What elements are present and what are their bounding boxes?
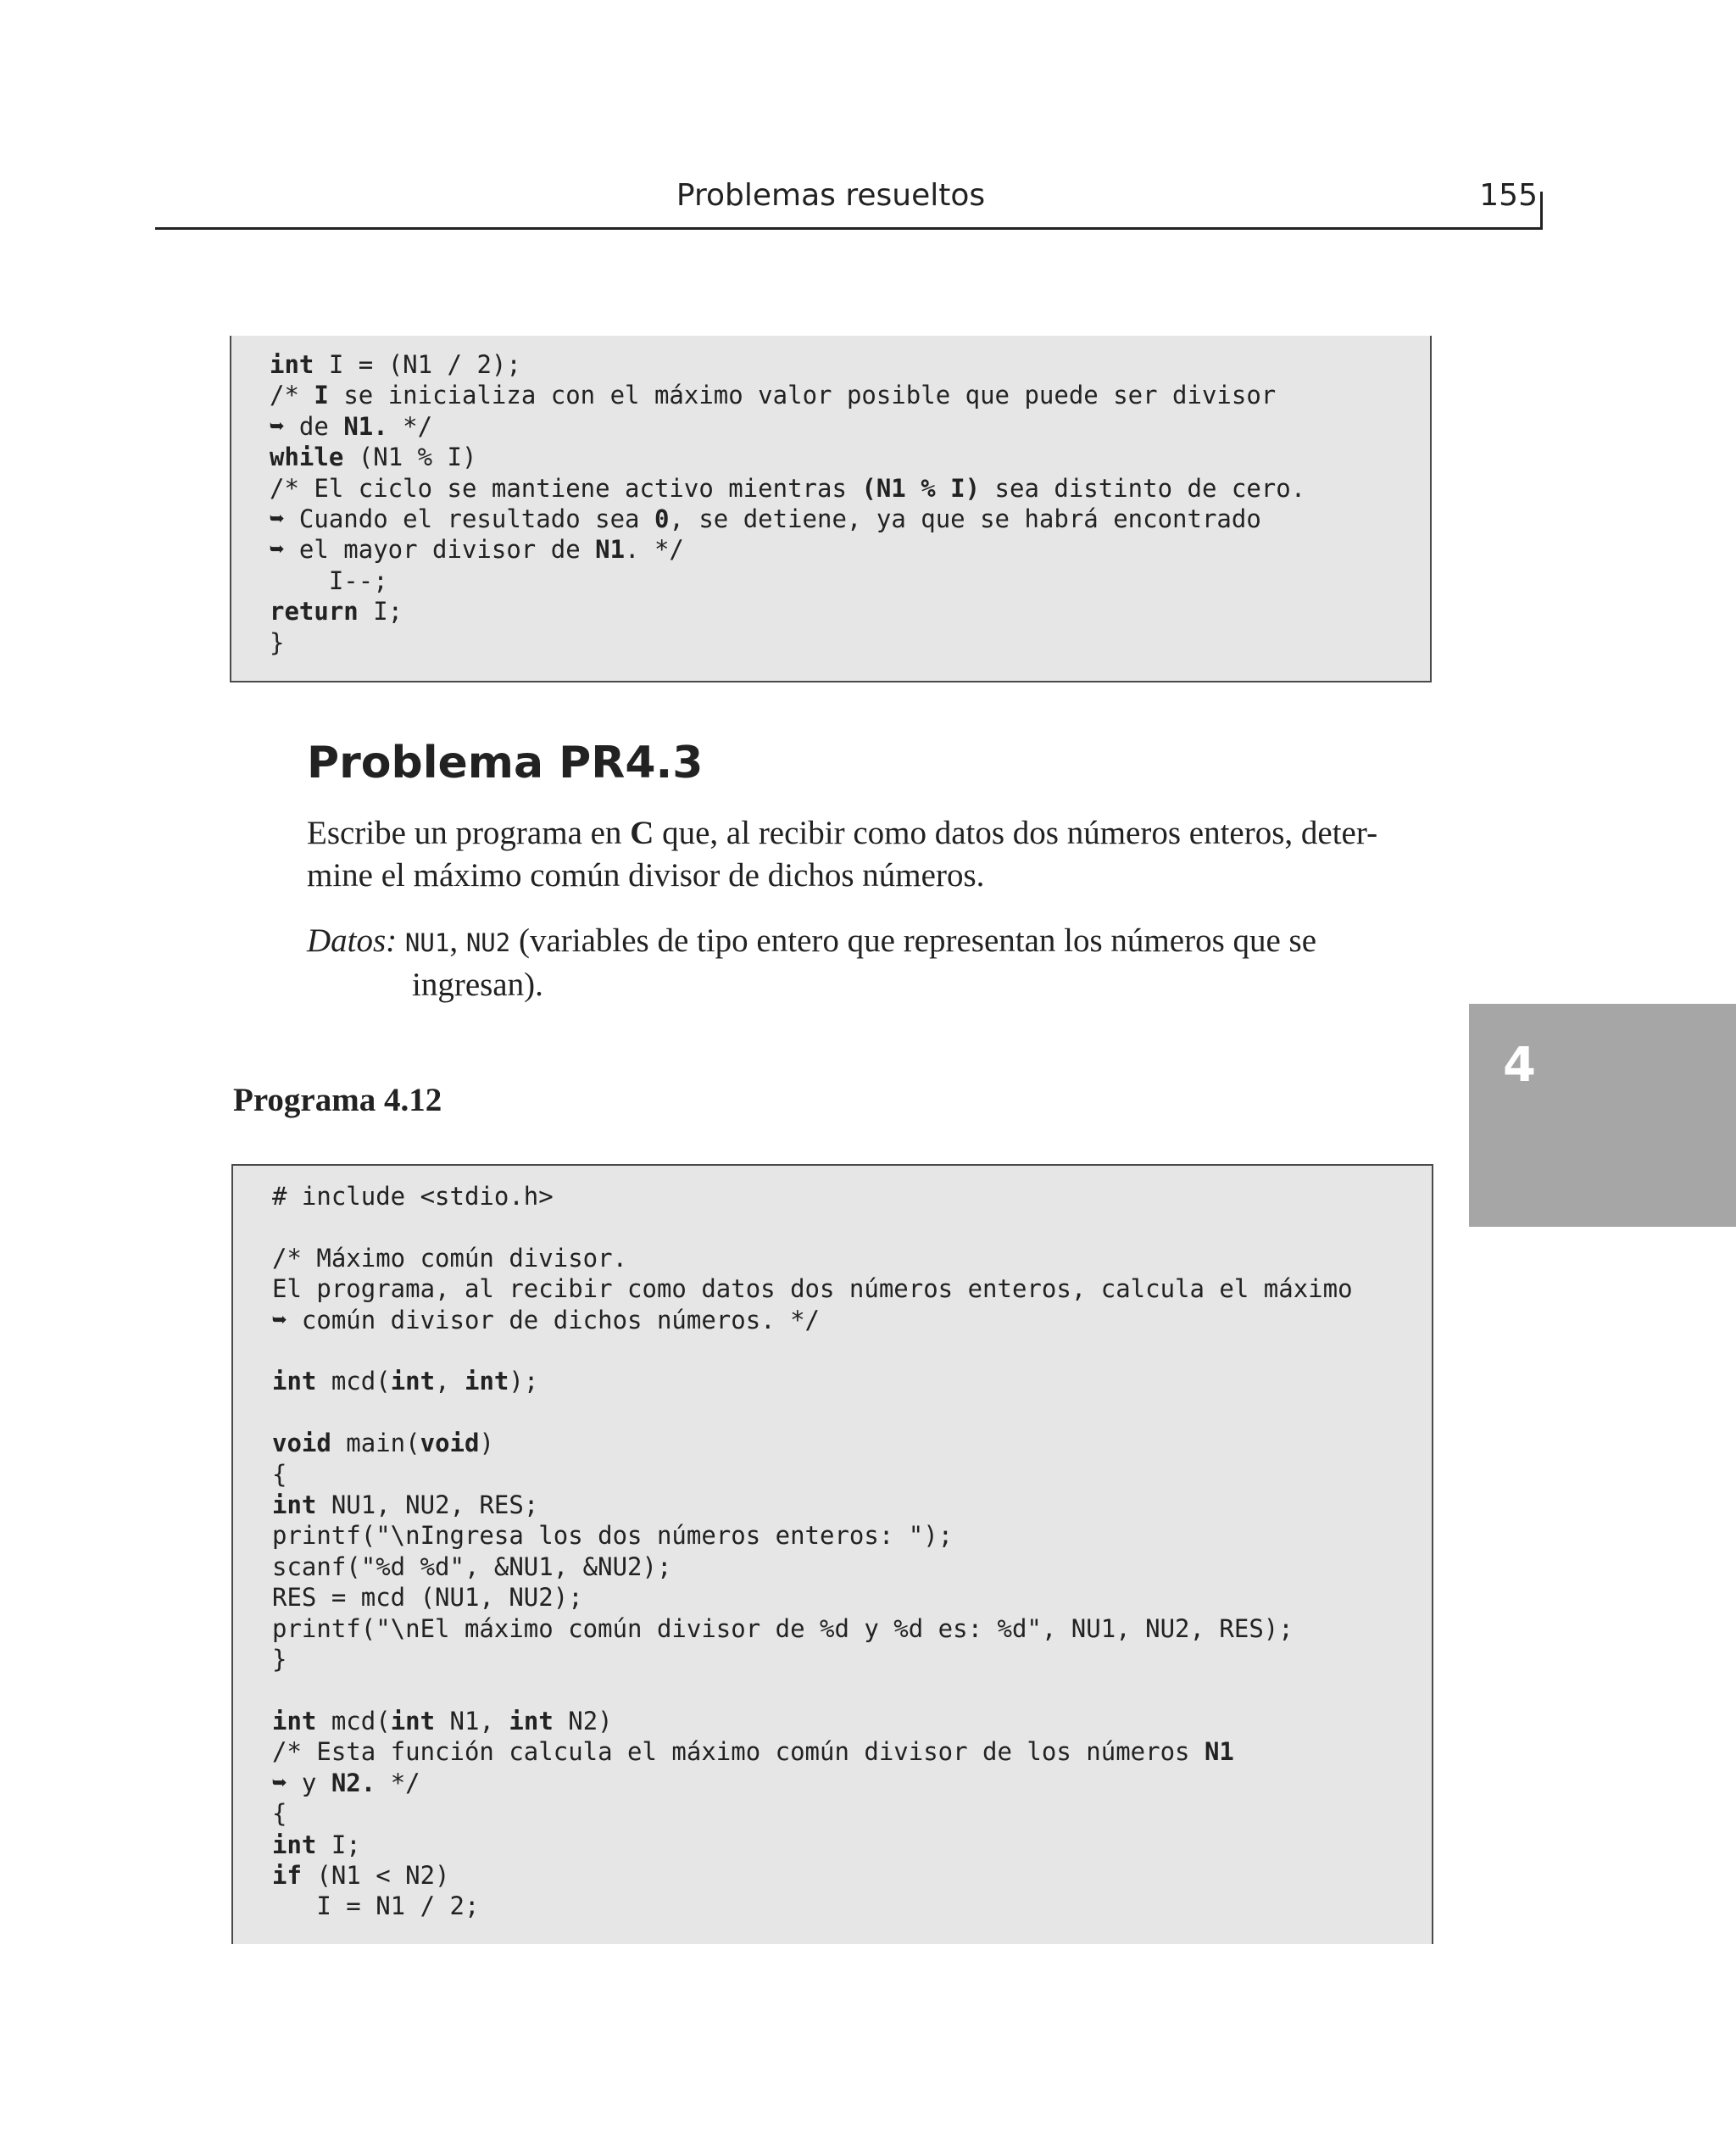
code-keyword: N2. [331, 1768, 376, 1797]
code-keyword: I [314, 381, 329, 410]
code-line [272, 1798, 1432, 1829]
code-keyword: return [270, 597, 359, 627]
code-line [270, 565, 1430, 596]
code-keyword: N1. [343, 411, 388, 441]
code-line [272, 1830, 1432, 1860]
code-text: } [272, 1645, 287, 1674]
code-text: RES = mcd (NU1, NU2); [272, 1583, 583, 1613]
code-line [272, 1335, 1432, 1366]
code-line [272, 1552, 1432, 1582]
code-line [272, 1891, 1432, 1921]
code-text: N1, [435, 1706, 509, 1735]
code-line [272, 1675, 1432, 1706]
code-keyword: N1 [595, 535, 626, 565]
problem-heading: Problema PR4.3 [307, 738, 704, 788]
data-description-continued: ingresan). [412, 967, 543, 1003]
problem-statement [307, 812, 1434, 897]
code-text: El programa, al recibir como datos dos números enteros, calcula el máximo [272, 1274, 1353, 1304]
code-text: ) [479, 1429, 494, 1458]
code-line [272, 1644, 1432, 1674]
code-text: , se detiene, ya que se habrá encontrado [669, 504, 1261, 534]
code-keyword: int [509, 1706, 554, 1735]
code-listing-continued [230, 336, 1432, 682]
problem-text-before: Escribe un programa en [307, 815, 631, 851]
code-block-2 [233, 1166, 1432, 1922]
data-var-nu1: NU1 [404, 928, 450, 957]
code-keyword: N1 [1204, 1737, 1234, 1767]
code-text: . */ [625, 535, 684, 565]
code-line [272, 1520, 1432, 1551]
code-line [272, 1212, 1432, 1242]
program-label: Programa 4.12 [233, 1082, 442, 1118]
code-line [272, 1706, 1432, 1736]
data-separator: , [449, 922, 466, 959]
code-text: mcd( [316, 1706, 391, 1735]
code-line [272, 1613, 1432, 1644]
code-text: se inicializa con el máximo valor posible que puede ser divisor [328, 381, 1277, 410]
code-text: , [435, 1367, 465, 1396]
code-line [272, 1397, 1432, 1428]
code-text: { [272, 1459, 287, 1489]
code-line [272, 1273, 1432, 1304]
code-keyword: int [465, 1367, 509, 1396]
data-label: Datos: [307, 922, 398, 959]
code-text: */ [376, 1768, 420, 1797]
code-line [270, 380, 1430, 410]
chapter-number: 4 [1503, 1038, 1536, 1093]
code-line [270, 627, 1430, 658]
code-keyword: int [272, 1367, 317, 1396]
code-text: # include <stdio.h> [272, 1182, 554, 1211]
code-keyword: while [270, 443, 344, 472]
code-text: (N1 % I) [343, 443, 477, 472]
code-line [272, 1181, 1432, 1212]
running-header-title: Problemas resueltos [676, 178, 986, 213]
code-keyword: if [272, 1860, 302, 1890]
code-line [272, 1582, 1432, 1613]
code-keyword: int [390, 1706, 436, 1735]
code-text: /* Máximo común divisor. [272, 1243, 628, 1273]
data-var-nu2: NU2 [465, 928, 511, 957]
code-text: ➥ de [270, 411, 344, 441]
code-text: ➥ Cuando el resultado sea [270, 504, 654, 534]
problem-data [307, 920, 1434, 1006]
code-listing-program-4-12 [231, 1164, 1433, 1944]
code-text: I; [358, 597, 403, 627]
code-line [272, 1768, 1432, 1798]
code-line [270, 534, 1430, 565]
code-keyword: void [420, 1429, 480, 1458]
code-text: printf("\nIngresa los dos números enteros: "); [272, 1521, 954, 1551]
header-tick [1540, 192, 1543, 230]
code-keyword: (N1 % I) [861, 473, 981, 503]
code-text: sea distinto de cero. [980, 473, 1306, 503]
code-line [272, 1490, 1432, 1520]
data-description: (variables de tipo entero que representan los números que se [510, 922, 1317, 959]
code-line [272, 1305, 1432, 1335]
code-line [272, 1860, 1432, 1891]
problem-text-language: C [630, 815, 654, 851]
code-text: /* El ciclo se mantiene activo mientras [270, 473, 862, 503]
code-keyword: int [270, 350, 314, 379]
code-text: I = (N1 / 2); [314, 350, 521, 379]
code-text: ➥ común divisor de dichos números. */ [272, 1305, 821, 1334]
code-keyword: int [272, 1490, 317, 1520]
code-line [270, 504, 1430, 534]
code-text: scanf("%d %d", &NU1, &NU2); [272, 1552, 672, 1581]
code-text: (N1 < N2) [301, 1860, 450, 1890]
code-text: ➥ el mayor divisor de [270, 535, 596, 565]
code-line [270, 473, 1430, 504]
header-rule [155, 227, 1543, 230]
code-text: ➥ y [272, 1768, 331, 1797]
page-number: 155 [1479, 178, 1538, 213]
code-line [272, 1736, 1432, 1767]
code-keyword: 0 [654, 504, 670, 534]
code-text: I--; [270, 565, 388, 595]
code-text: { [272, 1799, 287, 1829]
code-text: /* Esta función calcula el máximo común divisor de los números [272, 1737, 1205, 1767]
code-line [272, 1366, 1432, 1396]
chapter-tab [1469, 1004, 1736, 1227]
code-text: NU1, NU2, RES; [316, 1490, 539, 1520]
code-text: main( [331, 1429, 420, 1458]
code-line [272, 1243, 1432, 1273]
problem-text-after: que, al recibir como datos dos números enteros, deter-mine el máximo común divisor de dichos números. [307, 815, 1378, 894]
code-text: I = N1 / 2; [272, 1891, 480, 1921]
code-text: } [270, 627, 285, 657]
code-text: mcd( [316, 1367, 391, 1396]
code-text: N2) [553, 1706, 613, 1735]
code-keyword: int [390, 1367, 436, 1396]
code-keyword: int [272, 1830, 317, 1859]
code-line [272, 1459, 1432, 1490]
code-text: printf("\nEl máximo común divisor de %d y %d es: %d", NU1, NU2, RES); [272, 1613, 1294, 1643]
code-text: */ [387, 411, 433, 441]
code-text: /* [270, 381, 314, 410]
code-block-1 [231, 336, 1430, 658]
code-line [270, 596, 1430, 627]
code-keyword: void [272, 1429, 331, 1458]
code-text: ); [509, 1367, 539, 1396]
code-keyword: int [272, 1706, 317, 1735]
code-line [272, 1428, 1432, 1458]
code-line [270, 349, 1430, 380]
code-text: I; [316, 1830, 361, 1859]
code-line [270, 411, 1430, 442]
code-line [270, 442, 1430, 472]
